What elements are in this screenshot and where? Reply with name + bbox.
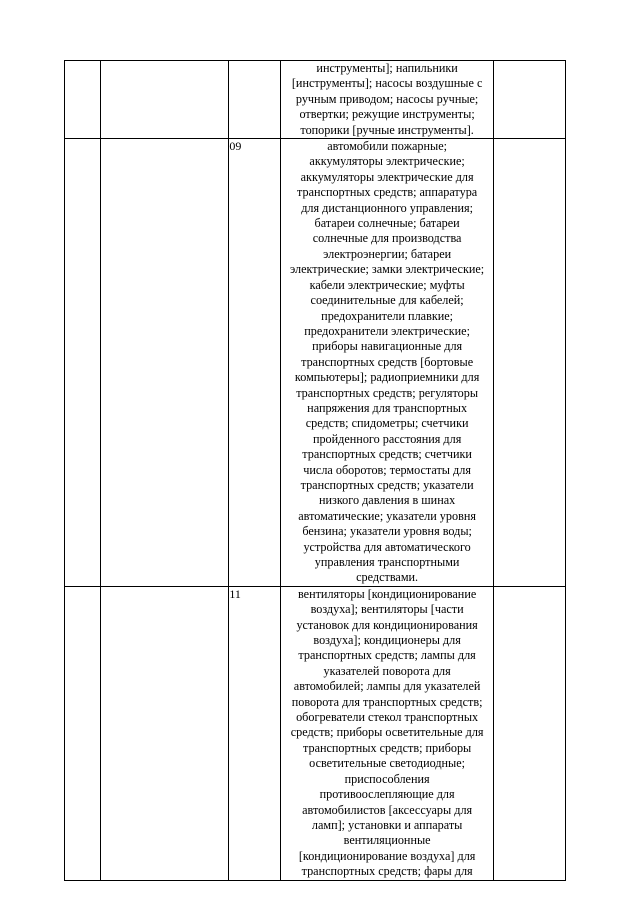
- description-line: вентиляторы [кондиционирование: [297, 586, 477, 601]
- description-line: воздуха]; вентиляторы [части: [310, 602, 464, 617]
- goods-services-table: [64, 60, 566, 881]
- description-line: осветительные светодиодные;: [309, 756, 466, 771]
- description-line: противоослепляющие для: [319, 787, 455, 802]
- description-line: транспортных средств; приборы: [303, 740, 472, 755]
- description-line: транспортных средств; счетчики: [302, 447, 472, 462]
- description-line: [инструменты]; насосы воздушные с: [291, 76, 483, 91]
- description-line: напряжения для транспортных: [307, 400, 468, 415]
- table-row: [65, 139, 566, 587]
- description-line: воздуха]; кондиционеры для: [313, 633, 461, 648]
- description-line: указателей поворота для: [323, 663, 451, 678]
- description-line: топорики [ручные инструменты].: [300, 122, 474, 137]
- description-line: транспортных средств; регуляторы: [296, 385, 479, 400]
- table-row: [65, 586, 566, 880]
- description-line: автоматические; указатели уровня: [298, 508, 476, 523]
- mark-cell: [101, 61, 229, 139]
- description-line: ручным приводом; насосы ручные;: [295, 91, 479, 106]
- description-line: транспортных средств [бортовые: [301, 354, 474, 369]
- number-cell: [65, 61, 101, 139]
- description-line: предохранители электрические;: [304, 323, 470, 338]
- class-code-cell: [229, 61, 281, 139]
- mark-cell: [101, 586, 229, 880]
- description-line: электрические; замки электрические;: [290, 262, 485, 277]
- description-line: бензина; указатели уровня воды;: [302, 524, 472, 539]
- goods-description-cell: [281, 61, 493, 139]
- description-line: [кондиционирование воздуха] для: [298, 848, 476, 863]
- table-row: [65, 61, 566, 139]
- description-line: транспортных средств; указатели: [300, 477, 474, 492]
- description-line: транспортных средств; фары для: [301, 864, 473, 879]
- description-line: поворота для транспортных средств;: [291, 694, 483, 709]
- description-line: аккумуляторы электрические;: [309, 154, 465, 169]
- description-line: предохранители плавкие;: [321, 308, 454, 323]
- description-line: компьютеры]; радиоприемники для: [294, 370, 480, 385]
- description-line: устройства для автоматического: [303, 539, 471, 554]
- description-line: приспособления: [344, 771, 430, 786]
- description-line: обогреватели стекол транспортных: [296, 710, 479, 725]
- description-line: отвертки; режущие инструменты;: [299, 107, 475, 122]
- goods-description-cell: [281, 586, 493, 880]
- description-line: приборы навигационные для: [312, 339, 463, 354]
- description-line: вентиляционные: [343, 833, 431, 848]
- description-line: низкого давления в шинах: [319, 493, 456, 508]
- description-line: автомобилистов [аксессуары для: [302, 802, 473, 817]
- goods-description-cell: [281, 139, 493, 587]
- notes-cell: [493, 61, 565, 139]
- description-line: ламп]; установки и аппараты: [311, 817, 463, 832]
- description-line: транспортных средств; аппаратура: [297, 185, 478, 200]
- description-line: установок для кондиционирования: [296, 617, 478, 632]
- description-line: автомобилей; лампы для указателей: [293, 679, 481, 694]
- description-line: аккумуляторы электрические для: [300, 169, 474, 184]
- description-line: средств; спидометры; счетчики: [305, 416, 469, 431]
- description-line: автомобили пожарные;: [327, 139, 448, 154]
- description-line: электроэнергии; батареи: [323, 246, 452, 261]
- notes-cell: [493, 139, 565, 587]
- description-line: инструменты]; напильники: [316, 61, 458, 75]
- description-line: кабели электрические; муфты: [309, 277, 465, 292]
- description-line: батареи солнечные; батареи: [314, 216, 460, 231]
- description-line: солнечные для производства: [312, 231, 462, 246]
- class-code-cell: 09: [229, 139, 281, 587]
- number-cell: [65, 139, 101, 587]
- number-cell: [65, 586, 101, 880]
- description-line: транспортных средств; лампы для: [298, 648, 476, 663]
- description-line: средствами.: [356, 570, 419, 585]
- description-line: управления транспортными: [314, 555, 460, 569]
- description-line: соединительные для кабелей;: [310, 293, 464, 308]
- class-code-cell: 11: [229, 586, 281, 880]
- description-line: пройденного расстояния для: [312, 431, 462, 446]
- notes-cell: [493, 586, 565, 880]
- mark-cell: [101, 139, 229, 587]
- description-line: числа оборотов; термостаты для: [303, 462, 471, 477]
- description-line: для дистанционного управления;: [301, 200, 474, 215]
- description-line: средств; приборы осветительные для: [290, 725, 484, 740]
